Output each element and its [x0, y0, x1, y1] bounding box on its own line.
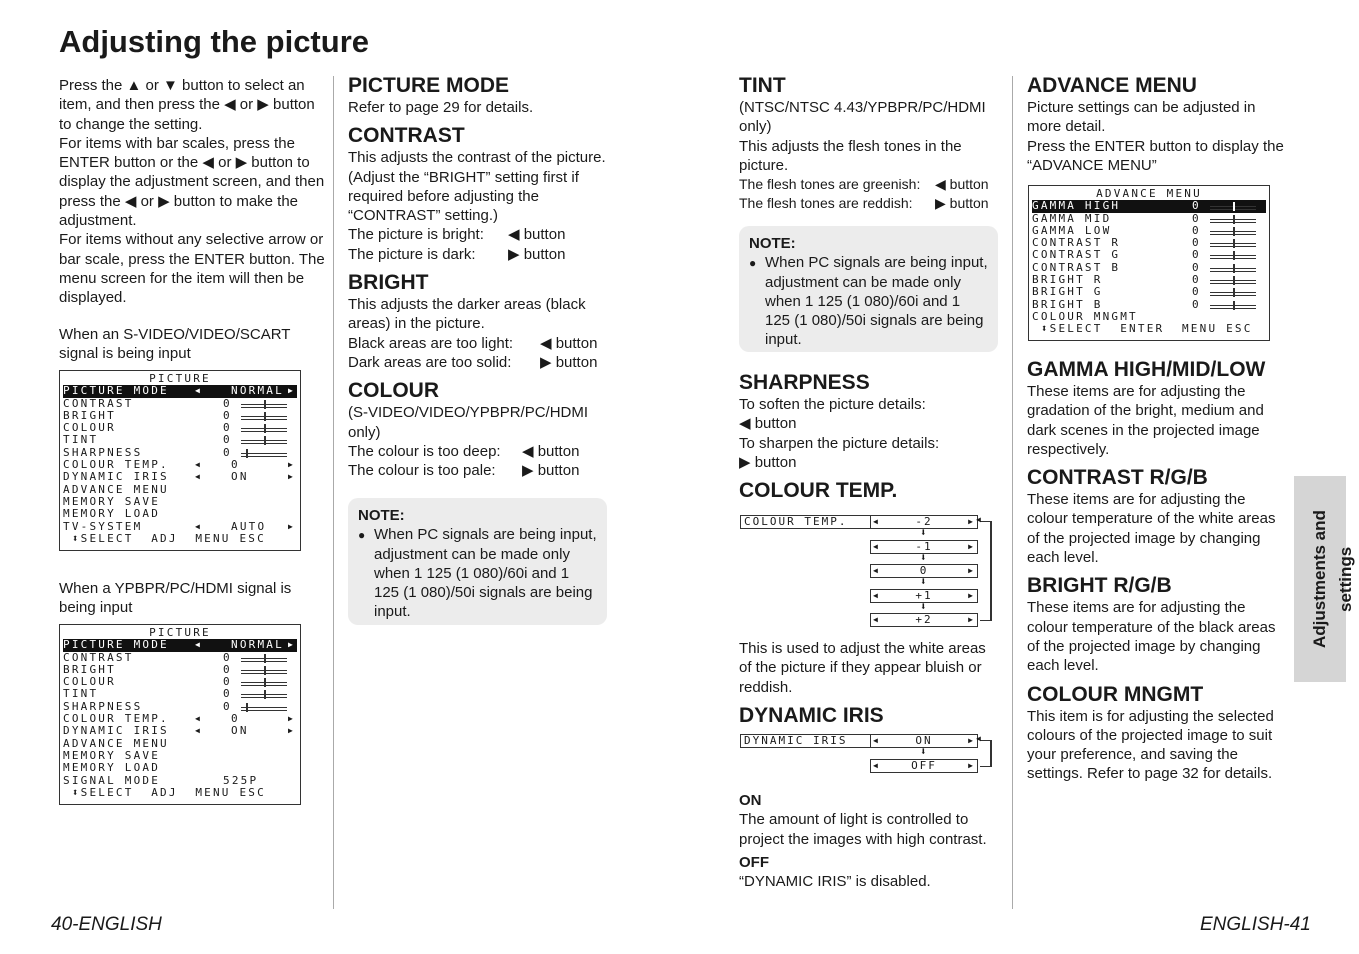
advance-menu-row — [1032, 249, 1266, 261]
level-indicator — [264, 678, 266, 687]
menu-item-label: PICTURE MODE — [63, 384, 169, 398]
page-number-left: 40-ENGLISH — [51, 914, 162, 935]
colour-temp-value: +1 — [915, 588, 933, 602]
menu-item-label: CONTRAST — [63, 650, 134, 664]
menu-item-label: BRIGHT — [63, 662, 116, 676]
advance-menu-text: Picture settings can be adjusted in more detail. — [1027, 99, 1256, 136]
level-indicator — [1233, 301, 1235, 310]
right-arrow-icon: ▶ — [968, 760, 975, 770]
menu-item-value: 0 — [1192, 285, 1201, 299]
left-arrow-icon: ◀ — [873, 736, 880, 745]
level-indicator — [264, 666, 266, 675]
sharpness-heading: SHARPNESS — [739, 371, 870, 394]
intro-paragraph: For items with bar scales, press the ENTER button or the ◀ or ▶ button to display the adjustment screen, and then press the ◀ or ▶ button to make the adjustment. — [59, 134, 325, 230]
contrast-dark-label: The picture is dark: — [348, 245, 476, 263]
menu-item-label: MEMORY LOAD — [63, 507, 161, 521]
right-arrow-icon: ▶ — [287, 640, 295, 650]
picture-alt-menu-row — [63, 688, 297, 700]
sharpness-sharpen-action: ▶ button — [739, 453, 797, 471]
menu-item-value: 0 — [223, 396, 232, 410]
left-arrow-icon: ◀ — [195, 460, 203, 470]
menu-item-label: CONTRAST — [63, 396, 134, 410]
sharpness-sharpen-label: To sharpen the picture details: — [739, 434, 940, 452]
bright-rgb-text: These items are for adjusting the colour temperature of the black areas of the projected image by changing each level. — [1027, 599, 1276, 675]
left-arrow-icon: ◀ — [873, 566, 880, 575]
dynamic-iris-on-label: ON — [739, 792, 762, 809]
right-arrow-icon: ▶ — [968, 566, 975, 575]
bright-solid-action: ▶ button — [540, 353, 598, 371]
menu-item-value: 0 — [1192, 199, 1201, 213]
menu-item-value: 525P — [223, 773, 259, 787]
level-bar — [241, 707, 287, 711]
contrast-heading: CONTRAST — [348, 124, 465, 148]
menu-item-label: GAMMA MID — [1032, 211, 1112, 225]
left-arrow-icon: ◀ — [873, 541, 880, 551]
right-arrow-icon: ▶ — [287, 472, 295, 482]
menu-item-value: NORMAL — [231, 384, 284, 398]
bright-solid-label: Dark areas are too solid: — [348, 353, 512, 371]
menu-item-label: COLOUR TEMP. — [63, 712, 169, 726]
gamma-heading: GAMMA HIGH/MID/LOW — [1027, 358, 1266, 381]
right-arrow-icon: ▶ — [287, 460, 295, 470]
menu2-caption: When a YPBPR/PC/HDMI signal is being input — [59, 580, 292, 617]
menu-item-value: 0 — [223, 650, 232, 664]
dynamic-iris-label: DYNAMIC IRIS — [744, 734, 848, 747]
menu-item-value: 0 — [1192, 211, 1201, 225]
menu-item-value: ON — [231, 724, 249, 738]
dynamic-iris-off-text: “DYNAMIC IRIS” is disabled. — [739, 873, 931, 891]
left-arrow-icon: ◀ — [195, 521, 203, 531]
level-indicator — [1233, 202, 1235, 211]
sharpness-soften-action: ◀ button — [739, 415, 797, 433]
right-arrow-icon: ▶ — [968, 736, 975, 745]
colour-temp-value: -2 — [915, 515, 933, 528]
column-divider — [333, 76, 334, 909]
level-indicator — [264, 690, 266, 699]
bright-text: This adjusts the darker areas (black areas) in the picture. — [348, 296, 586, 333]
contrast-text: This adjusts the contrast of the picture. (Adjust the “BRIGHT” setting first if required before adjusting the “CONTRAST” setting.) — [348, 149, 606, 225]
level-indicator — [264, 424, 266, 433]
bullet-icon: ● — [749, 256, 757, 271]
menu-item-label: TINT — [63, 687, 99, 701]
menu-item-label: MEMORY LOAD — [63, 761, 161, 775]
intro-paragraph: For items without any selective arrow or bar scale, press the ENTER button. The menu screen for the item will then be displayed. — [59, 231, 325, 307]
down-arrow-icon: ⬇ — [920, 550, 929, 564]
level-indicator — [246, 449, 248, 458]
level-indicator — [1233, 227, 1235, 236]
sharpness-soften-label: To soften the picture details: — [739, 396, 926, 413]
intro-column — [59, 76, 327, 308]
menu-item-value: 0 — [223, 687, 232, 701]
menu-item-label: BRIGHT G — [1032, 285, 1103, 299]
left-arrow-icon: ◀ — [195, 714, 203, 724]
menu-item-label: MEMORY SAVE — [63, 494, 161, 508]
picture-alt-menu-row — [63, 676, 297, 688]
left-arrow-icon: ◀ — [873, 615, 880, 624]
down-arrow-icon: ⬇ — [920, 599, 929, 613]
menu-item-label: SHARPNESS — [63, 445, 143, 459]
level-indicator — [1233, 239, 1235, 248]
level-indicator — [264, 412, 266, 421]
right-arrow-icon: ▶ — [287, 386, 295, 396]
menu-item-value: NORMAL — [231, 638, 284, 652]
menu-item-label: CONTRAST G — [1032, 248, 1121, 262]
menu-item-value: 0 — [223, 421, 232, 435]
colour-deep-label: The colour is too deep: — [348, 442, 501, 460]
advance-menu-screen — [1028, 185, 1270, 341]
advance-menu-footer: ⬍SELECT ENTER MENU ESC — [1032, 322, 1253, 336]
bright-light-action: ◀ button — [540, 334, 598, 352]
menu-item-value: 0 — [223, 408, 232, 422]
picture-menu-screen-ypbpr — [59, 624, 301, 805]
dynamic-iris-diagram — [740, 734, 1000, 776]
menu-item-label: GAMMA LOW — [1032, 223, 1112, 237]
picture-menu-screen-svideo — [59, 370, 301, 551]
level-indicator — [1233, 251, 1235, 260]
left-arrow-icon: ◀ — [195, 726, 203, 736]
menu-item-label: ADVANCE MENU — [63, 736, 169, 750]
tint-reddish-label: The flesh tones are reddish: — [739, 195, 913, 212]
left-arrow-icon: ◀ — [873, 760, 880, 770]
dynamic-iris-description — [739, 791, 1001, 891]
level-indicator — [264, 654, 266, 663]
picture-settings-column — [348, 74, 610, 480]
colour-deep-action: ◀ button — [522, 442, 580, 460]
advance-menu-enter-text: Press the ENTER button to display the “ADVANCE MENU” — [1027, 137, 1284, 174]
contrast-bright-action: ◀ button — [508, 226, 566, 244]
advance-menu-row — [1032, 200, 1266, 212]
menu-item-value: 0 — [1192, 273, 1201, 287]
colour-pale-action: ▶ button — [522, 462, 580, 480]
colour-temp-heading: COLOUR TEMP. — [739, 479, 898, 503]
menu-item-value: 0 — [223, 662, 232, 676]
right-arrow-icon: ▶ — [968, 590, 975, 600]
level-indicator — [1233, 264, 1235, 273]
colour-temp-label: COLOUR TEMP. — [744, 515, 848, 528]
advance-menu-row — [1032, 286, 1266, 298]
picture-alt-menu-row — [63, 639, 297, 651]
menu-item-value: 0 — [1192, 236, 1201, 250]
menu-item-label: BRIGHT B — [1032, 297, 1103, 311]
colour-temp-value: 0 — [919, 564, 929, 577]
menu-item-value: 0 — [223, 433, 232, 447]
left-arrow-icon: ◀ — [873, 590, 880, 600]
level-indicator — [1233, 276, 1235, 285]
level-indicator — [264, 436, 266, 445]
advance-menu-title: ADVANCE MENU — [1096, 187, 1202, 200]
menu-item-label: TINT — [63, 433, 99, 447]
advance-items-column — [1027, 358, 1285, 784]
menu-item-value: 0 — [231, 458, 240, 472]
note-label: NOTE: — [749, 235, 796, 252]
note-box — [739, 226, 998, 352]
menu-item-label: CONTRAST B — [1032, 260, 1121, 274]
picture-menu-row — [63, 471, 297, 483]
menu-item-label: SIGNAL MODE — [63, 773, 161, 787]
gamma-text: These items are for adjusting the gradation of the bright, medium and dark scenes in the projected image respectively. — [1027, 383, 1264, 458]
note-text: When PC signals are being input, adjustment can be made only when 1 125 (1 080)/60i and 1 125 (1 080)/50i signals are being input. — [374, 526, 597, 621]
menu-item-label: SHARPNESS — [63, 699, 143, 713]
tint-greenish-action: ◀ button — [935, 176, 989, 193]
left-arrow-icon: ◀ — [873, 517, 880, 526]
bright-heading: BRIGHT — [348, 271, 429, 295]
colour-text: (S-VIDEO/VIDEO/YPBPR/PC/HDMI only) — [348, 404, 589, 441]
colour-temp-value: +2 — [915, 613, 933, 626]
tint-heading: TINT — [739, 74, 786, 97]
right-arrow-icon: ▶ — [287, 521, 295, 531]
level-indicator — [1233, 288, 1235, 297]
menu1-caption: When an S-VIDEO/VIDEO/SCART signal is being input — [59, 326, 291, 363]
level-indicator — [1233, 215, 1235, 224]
menu-item-label: ADVANCE MENU — [63, 482, 169, 496]
right-arrow-icon: ▶ — [968, 541, 975, 551]
loop-back-bracket — [980, 521, 992, 621]
picture-menu-row — [63, 434, 297, 446]
picture-alt-menu-footer: ⬍SELECT ADJ MENU ESC — [63, 785, 266, 799]
menu-item-label: TV-SYSTEM — [63, 519, 143, 533]
note-text: When PC signals are being input, adjustment can be made only when 1 125 (1 080)/60i and 1 125 (1 080)/50i signals are being input. — [765, 254, 988, 349]
sharpness-section — [739, 371, 1001, 503]
page-title: Adjusting the picture — [59, 24, 369, 59]
picture-alt-menu-row — [63, 725, 297, 737]
colour-mngmt-text: This item is for adjusting the selected colours of the projected image to suit your preference, and saving the settings. Refer to page 32 for details. — [1027, 707, 1274, 783]
menu-item-label: PICTURE MODE — [63, 638, 169, 652]
right-arrow-icon: ▶ — [968, 517, 975, 526]
contrast-bright-label: The picture is bright: — [348, 226, 484, 244]
picture-alt-menu-row — [63, 762, 297, 774]
picture-menu-row — [63, 521, 297, 533]
picture-menu-row — [63, 385, 297, 397]
left-arrow-icon: ◀ — [195, 640, 203, 650]
menu-item-value: 0 — [1192, 297, 1201, 311]
picture-alt-menu-row — [63, 775, 297, 787]
menu-item-value: 0 — [1192, 223, 1201, 237]
note-box — [348, 498, 607, 625]
colour-temp-description — [739, 639, 1001, 728]
menu-item-value: 0 — [231, 712, 240, 726]
dynamic-iris-heading: DYNAMIC IRIS — [739, 703, 884, 727]
colour-heading: COLOUR — [348, 379, 439, 403]
menu-item-label: BRIGHT R — [1032, 273, 1103, 287]
page-number-right: ENGLISH-41 — [1200, 914, 1311, 935]
colour-mngmt-heading: COLOUR MNGMT — [1027, 682, 1204, 706]
contrast-rgb-heading: CONTRAST R/G/B — [1027, 466, 1208, 490]
loop-back-bracket — [980, 740, 992, 767]
tint-text: This adjusts the flesh tones in the picture. — [739, 137, 962, 174]
bright-rgb-heading: BRIGHT R/G/B — [1027, 574, 1172, 598]
menu-item-label: CONTRAST R — [1032, 236, 1121, 250]
menu-item-value: 0 — [223, 675, 232, 689]
menu-item-value: 0 — [223, 699, 232, 713]
left-arrow-icon: ◀ — [195, 472, 203, 482]
dynamic-iris-on-text: The amount of light is controlled to project the images with high contrast. — [739, 811, 987, 848]
dynamic-iris-value: OFF — [911, 758, 937, 772]
menu-item-value: 0 — [1192, 248, 1201, 262]
note-label: NOTE: — [358, 507, 405, 524]
colour-pale-label: The colour is too pale: — [348, 462, 496, 480]
left-arrow-icon: ◀ — [976, 734, 983, 743]
picture-alt-menu-title: PICTURE — [149, 626, 211, 639]
section-side-tab — [1294, 476, 1355, 682]
down-arrow-icon: ⬇ — [920, 575, 929, 588]
level-indicator — [246, 703, 248, 712]
contrast-rgb-text: These items are for adjusting the colour temperature of the white areas of the projected image by changing each level. — [1027, 491, 1276, 567]
level-bar — [241, 453, 287, 457]
menu-item-label: COLOUR MNGMT — [1032, 309, 1138, 323]
dynamic-iris-value: ON — [915, 734, 933, 747]
tint-greenish-label: The flesh tones are greenish: — [739, 176, 921, 193]
picture-menu-row — [63, 422, 297, 434]
picture-menu-row — [63, 508, 297, 520]
left-arrow-icon: ◀ — [195, 386, 203, 396]
dynamic-iris-value-box — [870, 759, 978, 773]
bright-light-label: Black areas are too light: — [348, 334, 514, 352]
menu-item-label: BRIGHT — [63, 408, 116, 422]
intro-paragraph: Press the ▲ or ▼ button to select an item, and then press the ◀ or ▶ button to change the setting. — [59, 77, 315, 133]
picture-mode-text: Refer to page 29 for details. — [348, 99, 534, 116]
tint-signals: (NTSC/NTSC 4.43/YPBPR/PC/HDMI only) — [739, 99, 986, 136]
tint-section — [739, 74, 1001, 214]
picture-mode-heading: PICTURE MODE — [348, 74, 510, 97]
menu-item-label: COLOUR TEMP. — [63, 458, 169, 472]
colour-temp-value-box — [870, 613, 978, 627]
picture-menu-footer: ⬍SELECT ADJ MENU ESC — [63, 531, 266, 545]
down-arrow-icon: ⬇ — [920, 526, 929, 539]
menu-item-label: MEMORY SAVE — [63, 748, 161, 762]
side-tab-label: Adjustments and settings — [1310, 510, 1355, 648]
left-arrow-icon: ◀ — [976, 515, 983, 524]
contrast-dark-action: ▶ button — [508, 245, 566, 263]
menu-item-value: AUTO — [231, 519, 267, 533]
column-divider — [1012, 76, 1013, 909]
menu-item-label: DYNAMIC IRIS — [63, 470, 169, 484]
menu-item-label: COLOUR — [63, 675, 116, 689]
right-arrow-icon: ▶ — [968, 615, 975, 624]
menu-item-value: 0 — [1192, 260, 1201, 274]
down-arrow-icon: ⬇ — [920, 745, 929, 758]
bullet-icon: ● — [358, 528, 366, 543]
menu-item-label: DYNAMIC IRIS — [63, 724, 169, 738]
colour-temp-value: -1 — [915, 539, 933, 553]
level-indicator — [264, 400, 266, 409]
picture-menu-title: PICTURE — [149, 372, 211, 385]
right-arrow-icon: ▶ — [287, 714, 295, 724]
menu-item-value: ON — [231, 470, 249, 484]
advance-menu-heading: ADVANCE MENU — [1027, 74, 1197, 97]
right-arrow-icon: ▶ — [287, 726, 295, 736]
menu-item-label: COLOUR — [63, 421, 116, 435]
menu-item-label: GAMMA HIGH — [1032, 199, 1121, 213]
colour-temp-text: This is used to adjust the white areas of the picture if they appear bluish or reddish. — [739, 640, 986, 696]
dynamic-iris-off-label: OFF — [739, 853, 769, 871]
advance-menu-section — [1027, 74, 1285, 175]
colour-temp-diagram — [740, 515, 1000, 630]
tint-reddish-action: ▶ button — [935, 195, 989, 212]
menu-item-value: 0 — [223, 445, 232, 459]
